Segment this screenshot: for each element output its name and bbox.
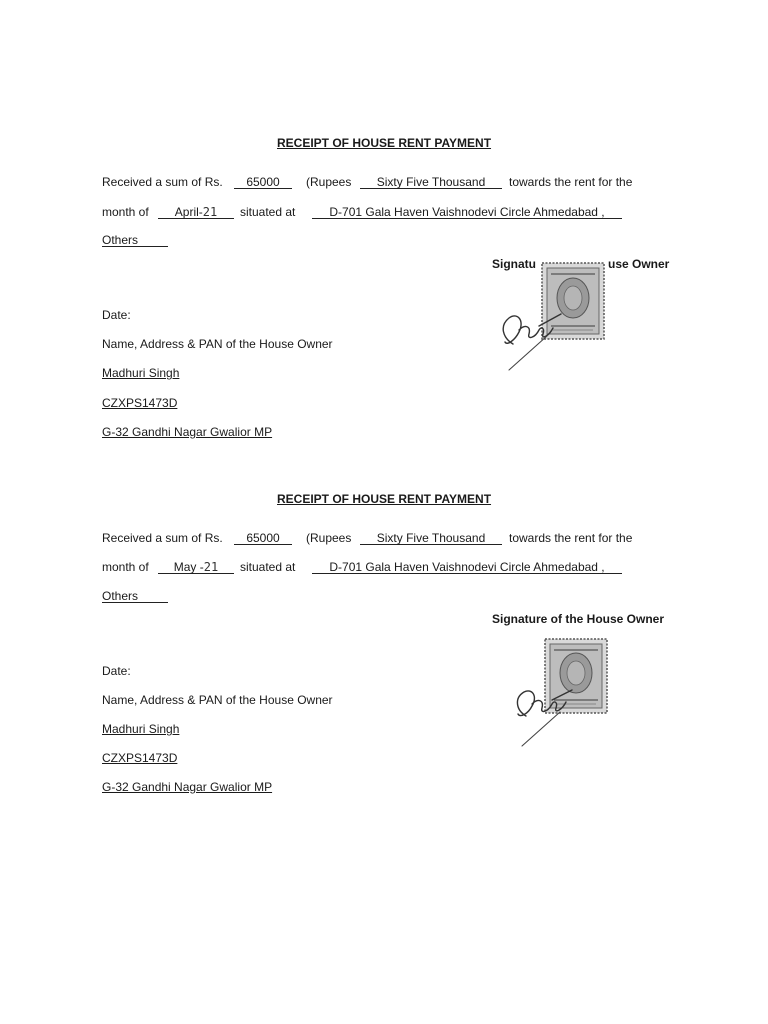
receipt-april [0,0,768,330]
month-field: May -21 [158,560,234,574]
handwritten-signature-icon [510,680,590,750]
owner-pan: CZXPS1473D [102,396,178,410]
date-label: Date: [102,308,131,322]
amount-field: 65000 [234,175,292,189]
receipt-title: RECEIPT OF HOUSE RENT PAYMENT [277,492,492,506]
others-field: Others [102,589,168,603]
received-prefix: Received a sum of Rs. [102,175,223,189]
others-field: Others [102,233,168,247]
owner-heading: Name, Address & PAN of the House Owner [102,337,333,351]
owner-name: Madhuri Singh [102,722,180,736]
handwritten-signature-icon [495,300,575,375]
month-prefix: month of [102,560,149,574]
amount-words-field: Sixty Five Thousand [360,175,502,189]
owner-pan: CZXPS1473D [102,751,178,765]
received-prefix: Received a sum of Rs. [102,531,223,545]
situated-at-label: situated at [240,560,296,574]
address-field: D-701 Gala Haven Vaishnodevi Circle Ahmedabad , [312,560,622,574]
month-prefix: month of [102,205,149,219]
rupees-label: (Rupees [306,175,352,189]
month-field: April-21 [158,205,234,219]
owner-heading: Name, Address & PAN of the House Owner [102,693,333,707]
amount-words-field: Sixty Five Thousand [360,531,502,545]
signature-label: Signature of the House Owner [492,612,665,626]
situated-at-label: situated at [240,205,296,219]
signature-label-left: Signatu [492,257,536,271]
towards-text: towards the rent for the [509,175,633,189]
rupees-label: (Rupees [306,531,352,545]
owner-address: G-32 Gandhi Nagar Gwalior MP [102,780,273,794]
address-field: D-701 Gala Haven Vaishnodevi Circle Ahmedabad , [312,205,622,219]
amount-field: 65000 [234,531,292,545]
owner-address: G-32 Gandhi Nagar Gwalior MP [102,425,273,439]
date-label: Date: [102,664,131,678]
receipt-title: RECEIPT OF HOUSE RENT PAYMENT [277,136,492,150]
signature-label-right: use Owner [608,257,670,271]
towards-text: towards the rent for the [509,531,633,545]
owner-name: Madhuri Singh [102,366,180,380]
